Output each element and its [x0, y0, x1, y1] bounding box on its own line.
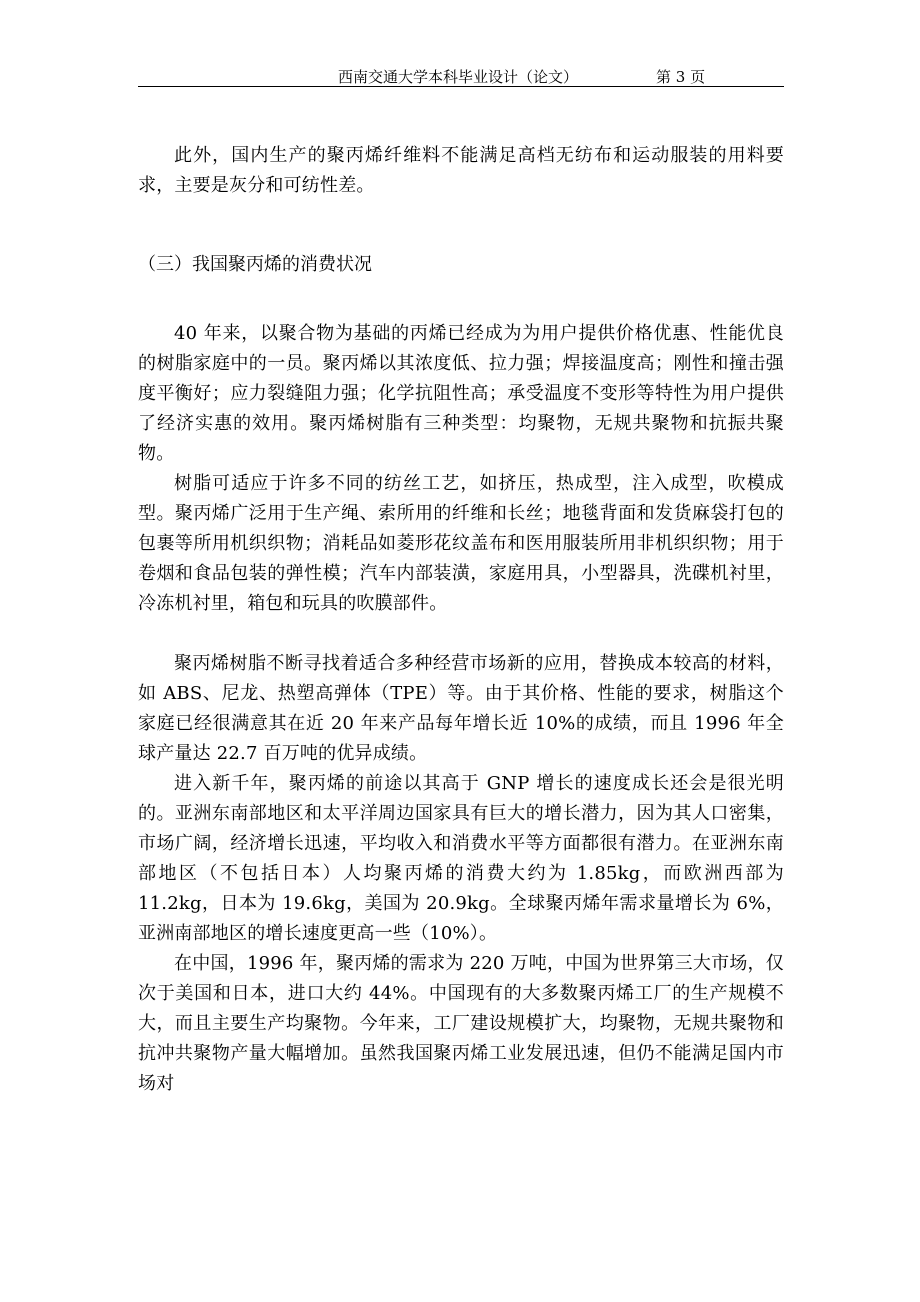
paragraph-pp-applications: 树脂可适应于许多不同的纺丝工艺，如挤压，热成型，注入成型，吹模成型。聚丙烯广泛用于生产绳、索所用的纤维和长丝；地毯背面和发货麻袋打包的包裹等所用机织织物；消耗品如菱形花纹盖布和医用服装所用非机织织物；用于卷烟和食品包装的弹性模；汽车内部装潢，家庭用具，小型器具，洗碟机衬里，冷冻机衬里，箱包和玩具的吹膜部件。: [138, 473, 784, 614]
page-number: 第 3 页: [656, 68, 706, 86]
paragraph-china-demand: 在中国，1996 年，聚丙烯的需求为 220 万吨，中国为世界第三大市场，仅次于美国和日本，进口大约 44%。中国现有的大多数聚丙烯工厂的生产规模不大，而且主要生产均聚物。今年来，工厂建设规模扩大，均聚物，无规共聚物和抗冲共聚物产量大幅增加。虽然我国聚丙烯工业发展迅速，但仍不能满足国内市场对: [138, 953, 784, 1094]
paragraph-ash-content: 此外，国内生产的聚丙烯纤维料不能满足高档无纺布和运动服装的用料要求，主要是灰分和可纺性差。: [138, 145, 784, 196]
page-header: [138, 64, 784, 87]
paragraph-pp-market-growth: 聚丙烯树脂不断寻找着适合多种经营市场新的应用，替换成本较高的材料，如 ABS、尼龙、热塑高弹体（TPE）等。由于其价格、性能的要求，树脂这个家庭已经很满意其在近 20 年来产品每年增长近 10%的成绩，而且 1996 年全球产量达 22.7 百万吨的优异成绩。: [138, 653, 784, 764]
header-title: 西南交通大学本科毕业设计（论文）: [338, 68, 579, 86]
paragraph-pp-overview: 40 年来，以聚合物为基础的丙烯已经成为为用户提供价格优惠、性能优良的树脂家庭中的一员。聚丙烯以其浓度低、拉力强；焊接温度高；刚性和撞击强度平衡好；应力裂缝阻力强；化学抗阻性高；承受温度不变形等特性为用户提供了经济实惠的效用。聚丙烯树脂有三种类型：均聚物，无规共聚物和抗振共聚物。: [138, 323, 784, 464]
section-heading: （三）我国聚丙烯的消费状况: [138, 254, 372, 275]
paragraph-pp-outlook: 进入新千年，聚丙烯的前途以其高于 GNP 增长的速度成长还会是很光明的。亚洲东南部地区和太平洋周边国家具有巨大的增长潜力，因为其人口密集，市场广阔，经济增长迅速，平均收入和消费水平等方面都很有潜力。在亚洲东南部地区（不包括日本）人均聚丙烯的消费大约为 1.85kg，而欧洲西部为 11.2kg，日本为 19.6kg，美国为 20.9kg。全球聚丙烯年需求量增长为 6%，亚洲南部地区的增长速度更高一些（10%）。: [138, 773, 784, 944]
